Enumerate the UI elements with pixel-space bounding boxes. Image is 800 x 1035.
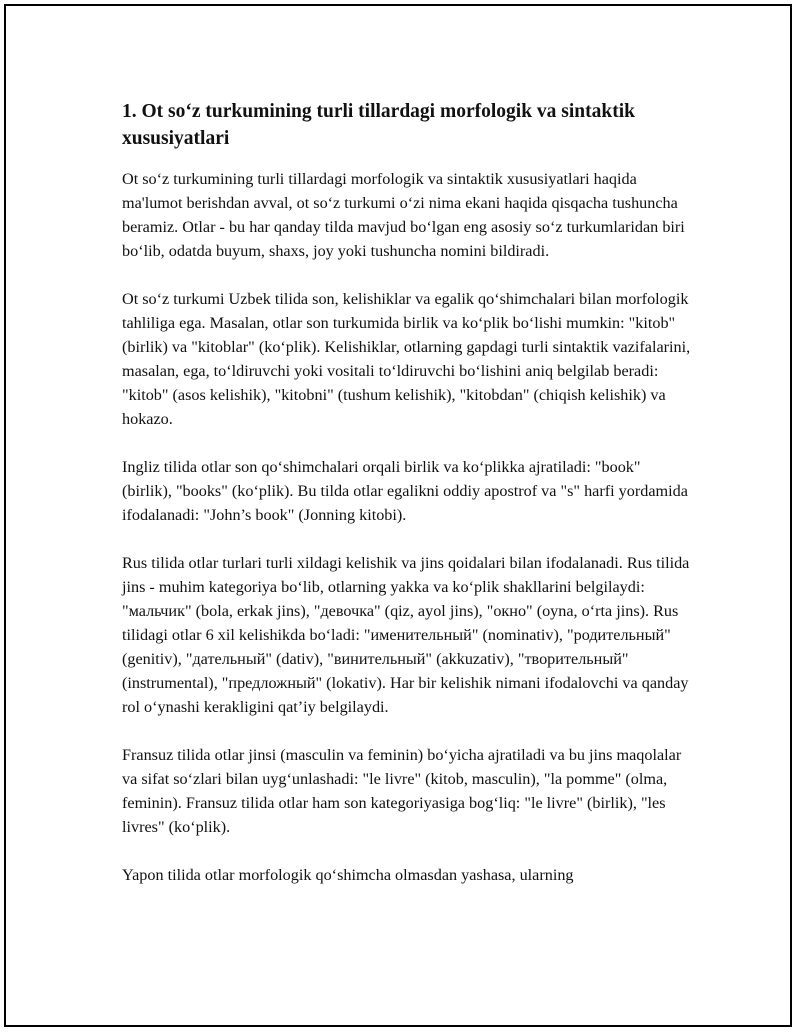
document-body xyxy=(122,98,694,911)
paragraph-french: Fransuz tilida otlar jinsi (masculin va feminin) bo‘yicha ajratiladi va bu jins maqolalar va sifat so‘zlari bilan uyg‘unlashadi: "le livre" (kitob, masculin), "la pomme" (olma, feminin). Fransuz tilida otlar ham son kategoriyasiga bog‘liq: "le livre" (birlik), "les livres" (ko‘plik). xyxy=(122,746,682,836)
section-heading: 1. Ot so‘z turkumining turli tillardagi morfologik va sintaktik xususiyatlari xyxy=(122,101,635,149)
paragraph-russian: Rus tilida otlar turlari turli xildagi kelishik va jins qoidalari bilan ifodalanadi. Rus tilida jins - muhim kategoriya bo‘lib, otlarning yakka va ko‘plik shakllarini belgilaydi: "мальчик" (bola, erkak jins), "девочка" (qiz, ayol jins), "окно" (oyna, o‘rta jins). Rus tilidagi otlar 6 xil kelishikda bo‘ladi: "именительный" (nominativ), "родительный" (genitiv), "дательный" (dativ), "винительный" (akkuzativ), "творительный" (instrumental), "предложный" (lokativ). Har bir kelishik nimani ifodalovchi va qanday rol o‘ynashi kerakligini qat’iy belgilaydi. xyxy=(122,554,690,716)
paragraph-intro: Ot so‘z turkumining turli tillardagi morfologik va sintaktik xususiyatlari haqida ma'lumot berishdan avval, ot so‘z turkumi o‘zi nima ekani haqida qisqacha tushuncha beramiz. Otlar - bu har qanday tilda mavjud bo‘lgan eng asosiy so‘z turkumlaridan biri bo‘lib, odatda buyum, shaxs, joy yoki tushuncha nomini bildiradi. xyxy=(122,170,685,260)
document-page xyxy=(4,4,792,1027)
paragraph-english: Ingliz tilida otlar son qo‘shimchalari orqali birlik va ko‘plikka ajratiladi: "book" (birlik), "books" (ko‘plik). Bu tilda otlar egalikni oddiy apostrof va "s" harfi yordamida ifodalanadi: "John’s book" (Jonning kitobi). xyxy=(122,458,688,524)
paragraph-uzbek: Ot so‘z turkumi Uzbek tilida son, kelishiklar va egalik qo‘shimchalari bilan morfologik tahliliga ega. Masalan, otlar son turkumida birlik va ko‘plik bo‘lishi mumkin: "kitob" (birlik) va "kitoblar" (ko‘plik). Kelishiklar, otlarning gapdagi turli sintaktik vazifalarini, masalan, ega, to‘ldiruvchi yoki vositali to‘ldiruvchi bo‘lishini aniq belgilab beradi: "kitob" (asos kelishik), "kitobni" (tushum kelishik), "kitobdan" (chiqish kelishik) va hokazo. xyxy=(122,290,691,428)
paragraph-japanese: Yapon tilida otlar morfologik qo‘shimcha olmasdan yashasa, ularning xyxy=(122,866,574,884)
